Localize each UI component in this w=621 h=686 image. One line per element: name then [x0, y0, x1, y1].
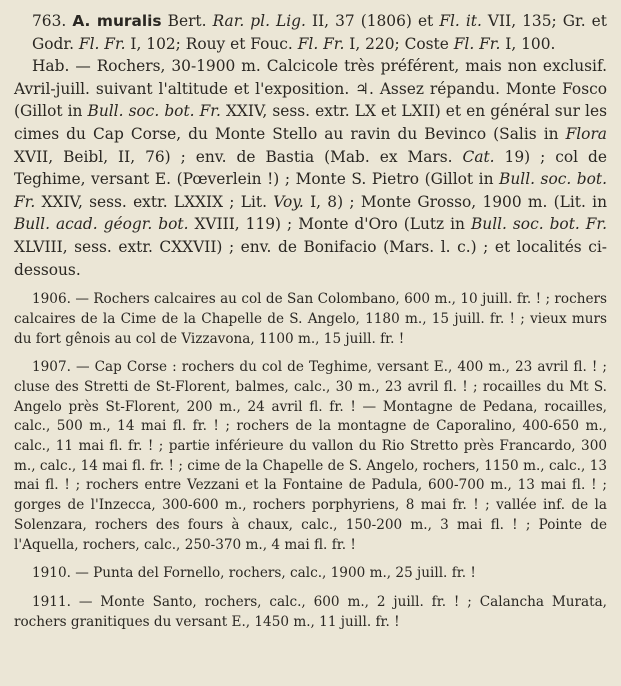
observation-1910: 1910. — Punta del Fornello, rochers, calc., 1900 m., 25 juill. fr. !	[32, 565, 476, 582]
citation-work: Fl. Fr.	[78, 34, 126, 53]
citation-author: Bert.	[167, 12, 207, 30]
citation-ref: II, 37 (1806) et	[311, 12, 434, 30]
citation-author: Gr. et Godr.	[32, 12, 607, 53]
habitat-paragraph: Hab. — Rochers, 30-1900 m. Calcicole très préférent, mais non exclusif. Avril-juill. suivant l'altitude et l'exposition. ♃. Assez répandu. Monte Fosco (Gillot in Bull. soc. bot. Fr. XXIV, sess. extr. LX et LXII) et en général sur les cimes du Cap Corse, du Monte Stello au ravin du Bevinco (Salis in Flora XVII, Beibl, II, 76) ; env. de Bastia (Mab. ex Mars. Cat. 19) ; col de Teghime, versant E. (Pœverlein !) ; Monte S. Pietro (Gillot in Bull. soc. bot. Fr. XXIV, sess. extr. LXXIX ; Lit. Voy. I, 8) ; Monte Grosso, 1900 m. (Lit. in Bull. acad. géogr. bot. XVIII, 119) ; Monte d'Oro (Lutz in Bull. soc. bot. Fr. XLVIII, sess. extr. CXXVII) ; env. de Bonifacio (Mars. l. c.) ; et localités ci-dessous.	[14, 57, 607, 279]
citation-ref: I, 100.	[505, 34, 556, 53]
entry-number: 763.	[32, 12, 67, 30]
citation-work: Fl. Fr.	[453, 34, 501, 53]
species-name: A. muralis	[72, 12, 162, 30]
observation-1911: 1911. — Monte Santo, rochers, calc., 600 m., 2 juill. fr. ! ; Calancha Murata, rochers granitiques du versant E., 1450 m., 11 juill. fr. !	[14, 593, 607, 630]
observation-1907: 1907. — Cap Corse : rochers du col de Teghime, versant E., 400 m., 23 avril fl. ! ; cluse des Stretti de St-Florent, balmes, calc., 30 m., 23 avril fl. ! ; rocailles du Mt S. Angelo près St-Florent, 200 m., 24 avril fl. fr. ! — Montagne de Pedana, rocailles, calc., 500 m., 14 mai fl. fr. ! ; rochers de la montagne de Caporalino, 400-650 m., calc., 11 mai fl. fr. ! ; partie inférieure du vallon du Rio Stretto près Francardo, 300 m., calc., 14 mai fl. fr. ! ; cime de la Chapelle de S. Angelo, rochers, 1150 m., calc., 13 mai fl. ! ; rochers entre Vezzani et la Fontaine de Padula, 600-700 m., 13 mai fl. ! ; gorges de l'Inzecca, 300-600 m., rochers porphyriens, 8 mai fr. ! ; vallée inf. de la Solenzara, rochers des fours à chaux, calc., 150-200 m., 3 mai fl. ! ; Pointe de l'Aquella, rochers, calc., 250-370 m., 4 mai fl. fr. !	[14, 359, 607, 553]
observation-1906: 1906. — Rochers calcaires au col de San Colombano, 600 m., 10 juill. fr. ! ; rochers calcaires de la Cime de la Chapelle de S. Angelo, 1180 m., 15 juill. fr. ! ; vieux murs du fort gênois au col de Vizzavona, 1100 m., 15 juill. fr. !	[14, 291, 607, 347]
species-entry	[14, 10, 607, 281]
citation-work: Fl. Fr.	[297, 34, 345, 53]
citation-ref: I, 102; Rouy et Fouc.	[130, 34, 293, 53]
citation-ref: I, 220; Coste	[349, 34, 449, 53]
citation-ref: VII, 135;	[487, 12, 557, 30]
entry-header	[14, 10, 607, 55]
citation-work: Fl. it.	[439, 12, 482, 30]
citation-work: Rar. pl. Lig.	[212, 12, 306, 30]
